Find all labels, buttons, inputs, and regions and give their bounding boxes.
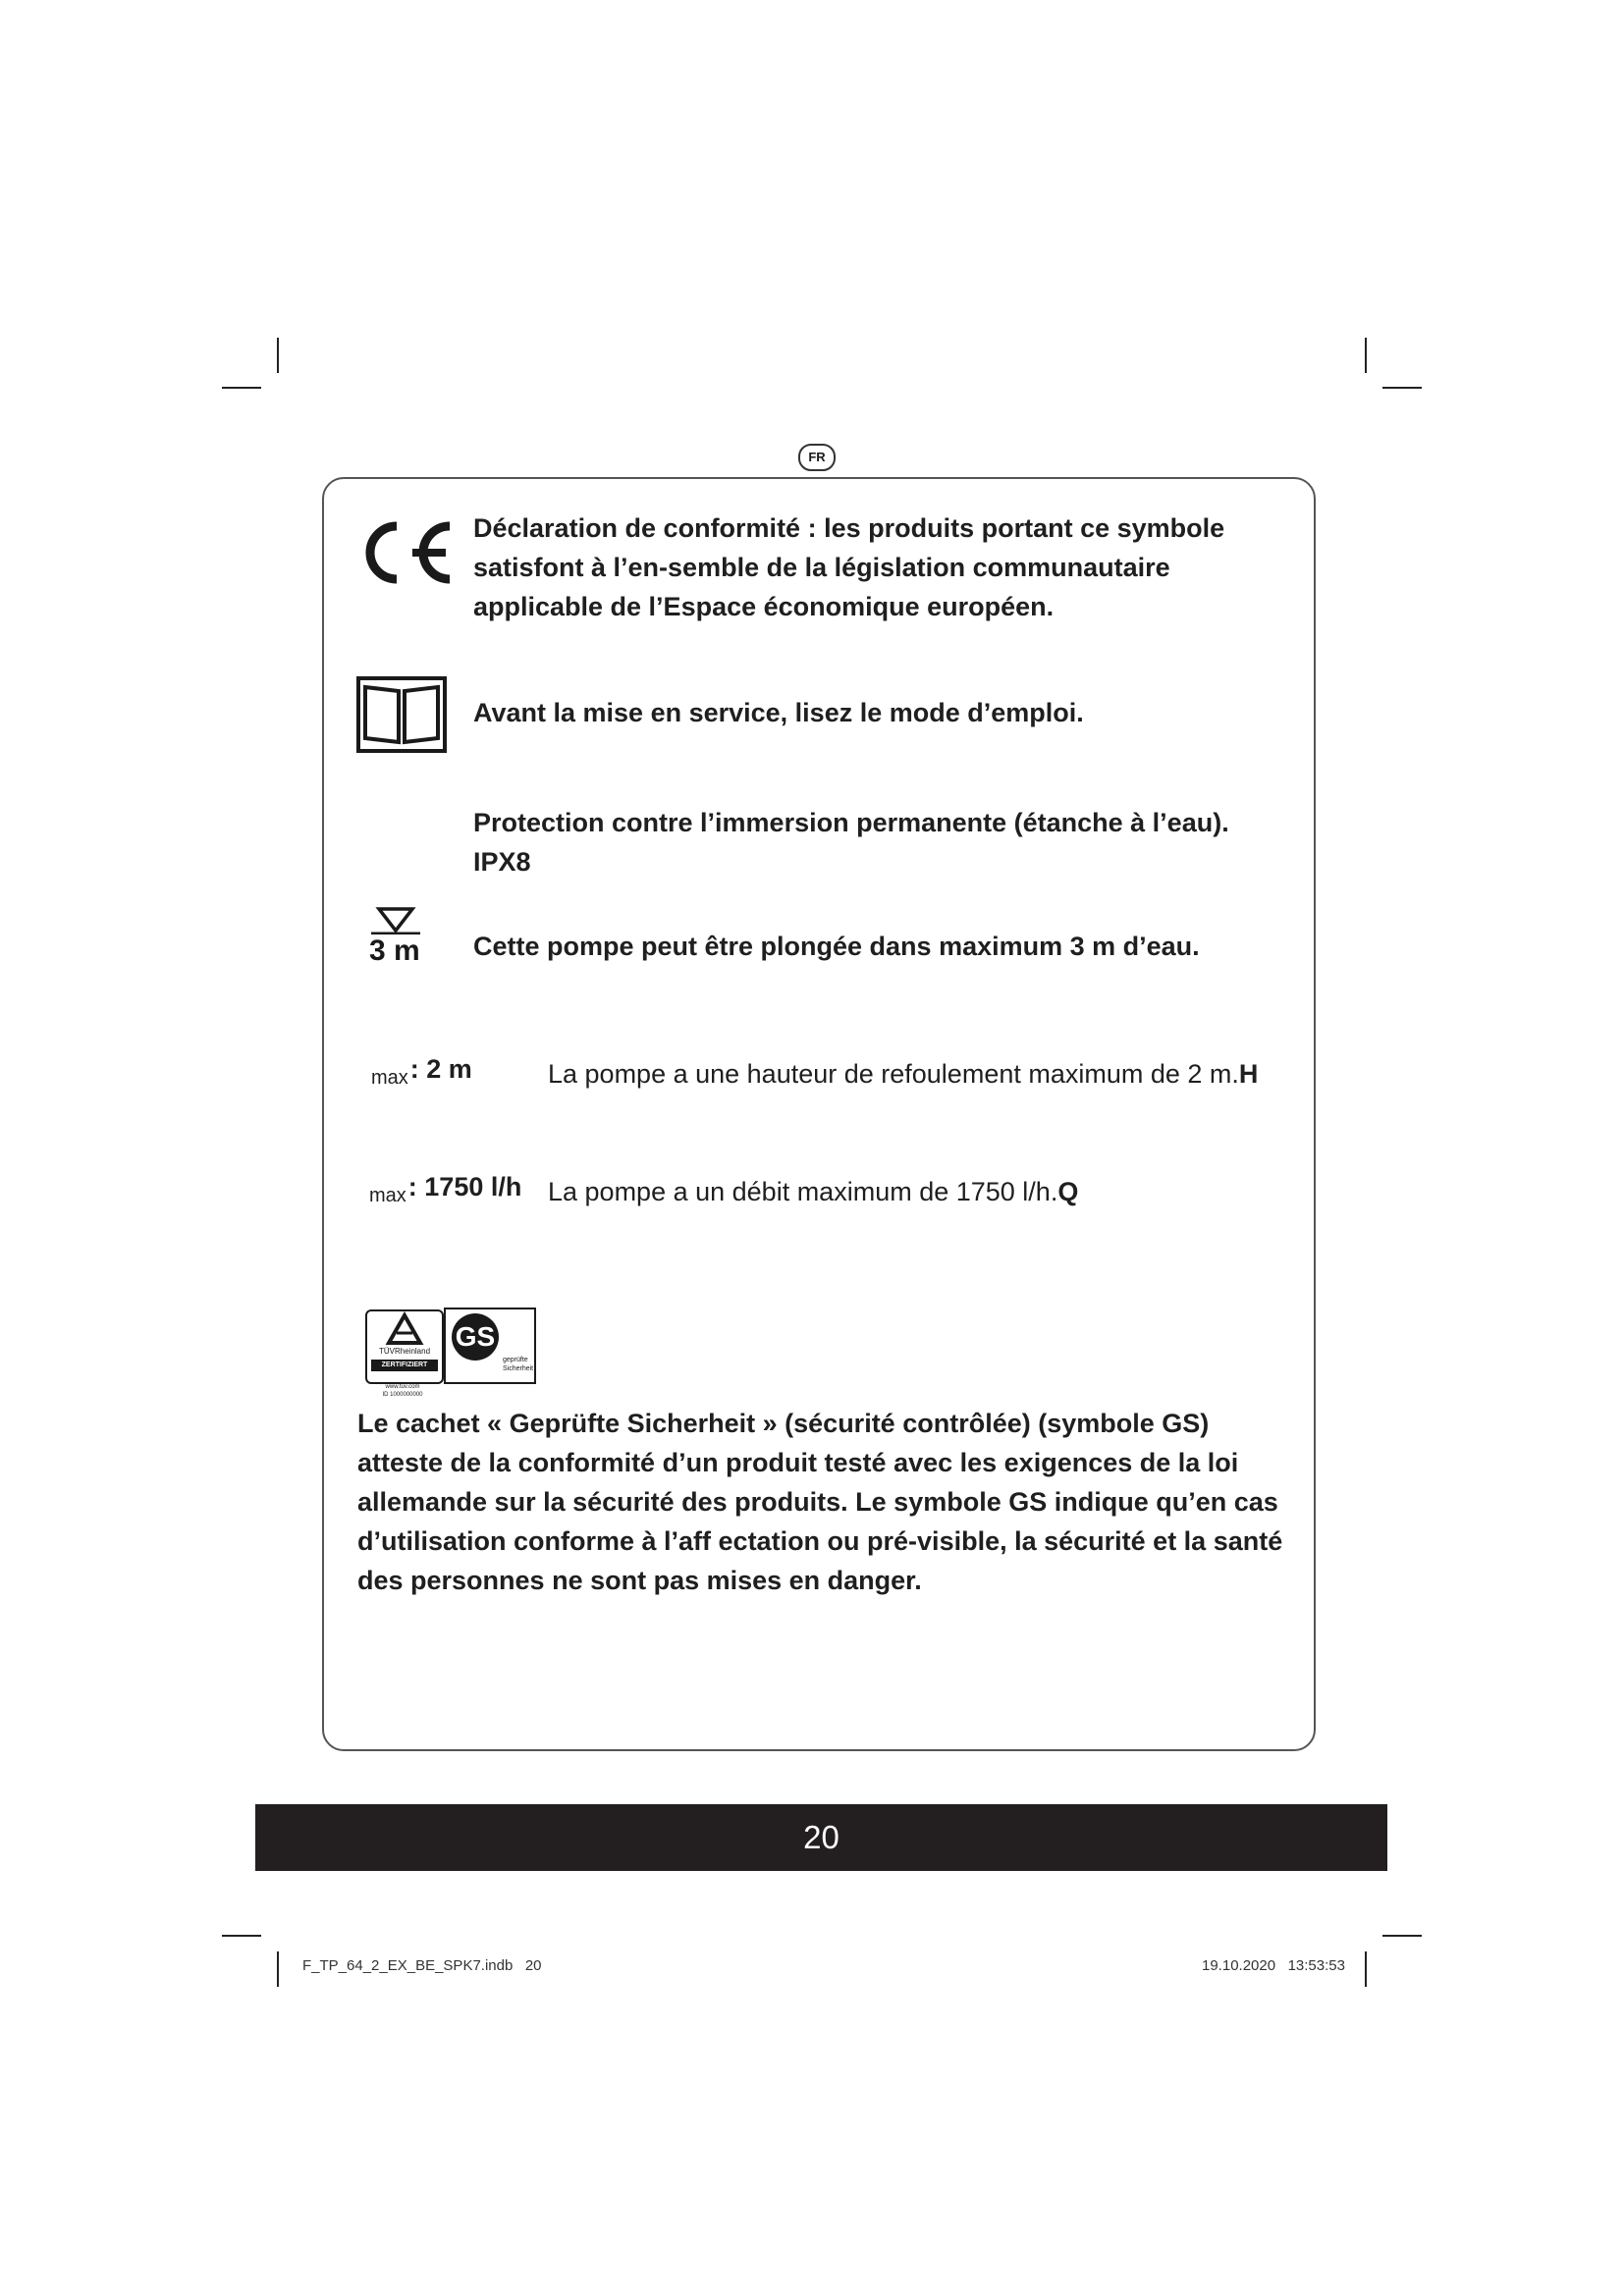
- crop-mark: [277, 1951, 279, 1987]
- language-badge: FR: [798, 444, 836, 471]
- head-max-label: [371, 1054, 472, 1089]
- ce-description: Déclaration de conformité : les produits portant ce symbole satisfont à l’en-semble de la législation communautaire applicable de l’Espace économique européen.: [473, 513, 1225, 621]
- tuv-certified-label: ZERTIFIZIERT: [371, 1360, 438, 1371]
- flow-max-label: [369, 1172, 522, 1206]
- crop-mark: [222, 1935, 261, 1937]
- head-symbol: H: [1238, 1059, 1259, 1089]
- flow-max-sub: max: [369, 1185, 406, 1206]
- head-max-value: : 2 m: [409, 1054, 472, 1084]
- water-level-icon: [369, 905, 422, 934]
- tuv-id-label: ID 1000000000: [382, 1392, 423, 1398]
- slug-file: F_TP_64_2_EX_BE_SPK7.indb 20: [302, 1957, 542, 1974]
- tuv-logo: [365, 1309, 444, 1384]
- head-text: La pompe a une hauteur de refoulement maximum de 2 m.: [548, 1059, 1239, 1089]
- crop-mark: [1365, 338, 1367, 373]
- head-max-sub: max: [371, 1067, 408, 1089]
- gs-mark-label: GS: [452, 1313, 499, 1361]
- gs-caption-2: Sicherheit: [503, 1365, 534, 1372]
- crop-mark: [222, 387, 261, 389]
- ipx8-description: Protection contre l’immersion permanente (étanche à l’eau). IPX8: [473, 808, 1229, 877]
- tuv-url-label: www.tuv.com: [385, 1384, 420, 1390]
- tuv-triangle-icon: [367, 1311, 442, 1347]
- page-number: 20: [255, 1804, 1387, 1871]
- flow-text: La pompe a un débit maximum de 1750 l/h.: [548, 1177, 1058, 1206]
- depth-description: Cette pompe peut être plongée dans maximum 3 m d’eau.: [473, 932, 1200, 961]
- crop-mark: [277, 338, 279, 373]
- read-manual-icon: [355, 675, 448, 754]
- gs-description: Le cachet « Geprüfte Sicherheit » (sécurité contrôlée) (symbole GS) atteste de la conformité d’un produit testé avec les exigences de la loi allemande sur la sécurité des produits. Le symbole GS indique qu’en cas d’utilisation conforme à l’aff ectation ou pré-visible, la sécurité et la santé des personnes ne sont pas mises en danger.: [357, 1409, 1283, 1595]
- gs-logo: [444, 1308, 536, 1384]
- flow-description: [548, 1172, 1294, 1211]
- flow-symbol: Q: [1057, 1177, 1079, 1206]
- ce-mark-icon: [353, 518, 456, 587]
- tuv-brand-label: TÜVRheinland: [378, 1347, 431, 1356]
- crop-mark: [1365, 1951, 1367, 1987]
- crop-mark: [1382, 1935, 1422, 1937]
- head-description: [548, 1054, 1294, 1094]
- crop-mark: [1382, 387, 1422, 389]
- flow-max-value: : 1750 l/h: [407, 1172, 522, 1201]
- slug-timestamp: 19.10.2020 13:53:53: [1202, 1957, 1345, 1974]
- gs-caption-1: geprüfte: [503, 1357, 528, 1363]
- depth-symbol-label: 3 m: [369, 934, 420, 967]
- manual-description: Avant la mise en service, lisez le mode d’emploi.: [473, 698, 1084, 727]
